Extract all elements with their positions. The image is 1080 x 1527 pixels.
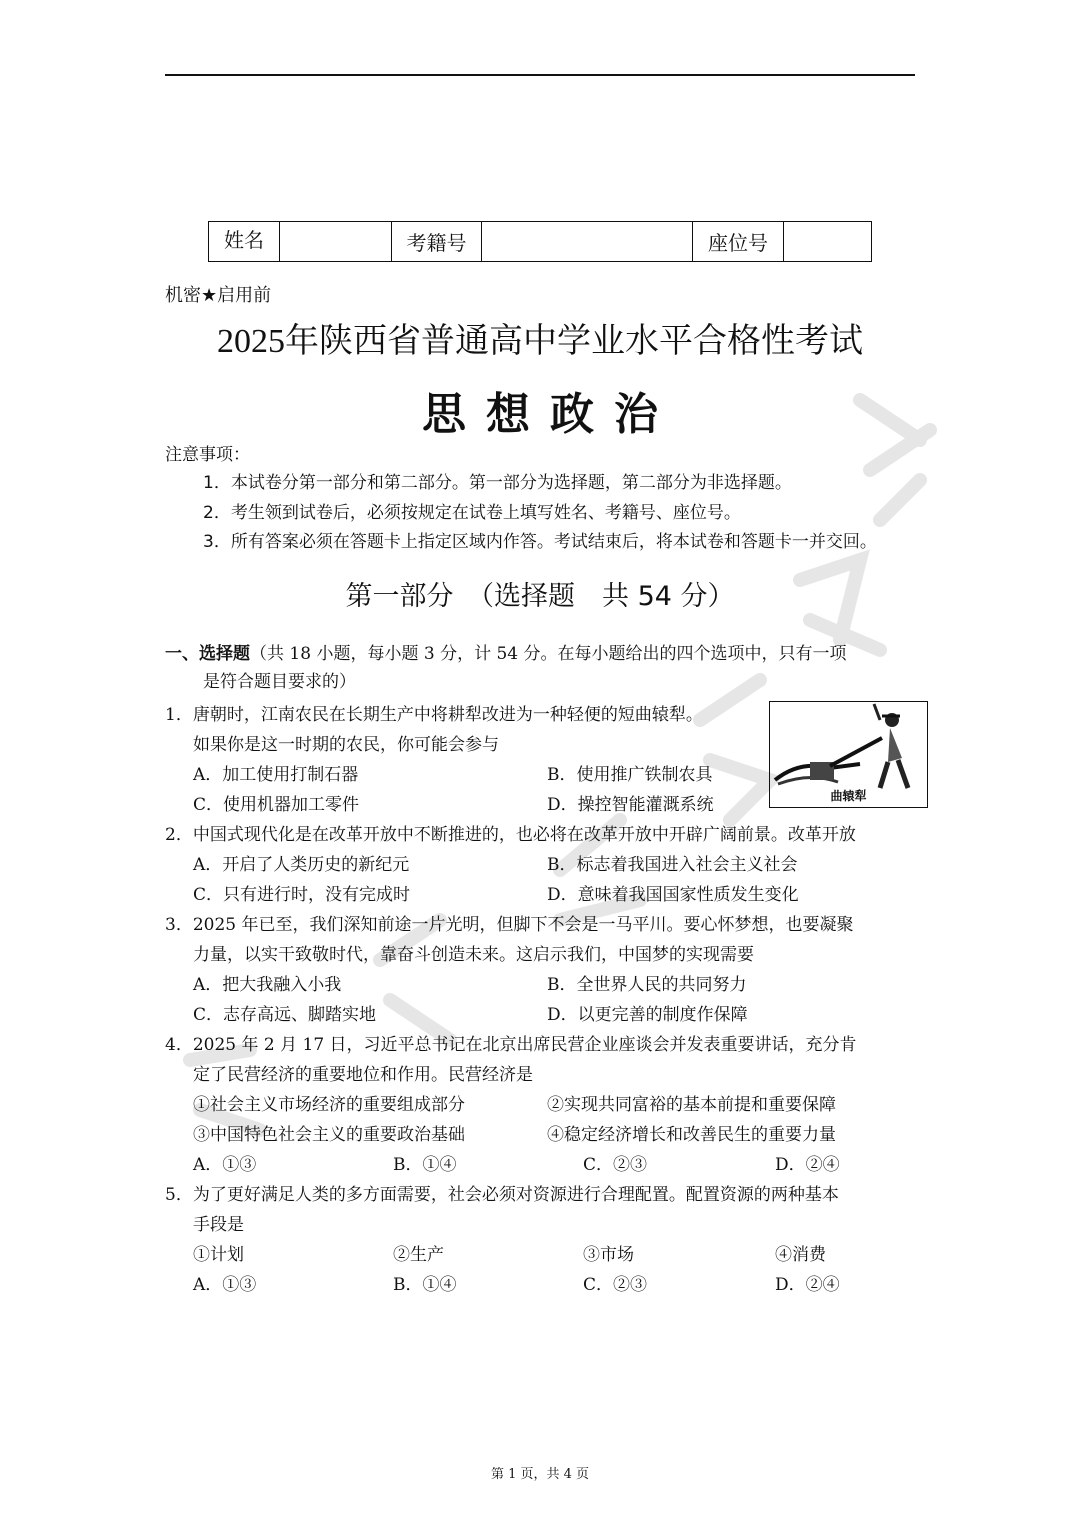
option: C．使用机器加工零件 [193,795,360,815]
page-footer: 第 1 页，共 4 页 [490,1467,590,1482]
section-label: 一、选择题 [165,644,250,664]
section-desc: （共 18 小题，每小题 3 分，计 54 分。在每小题给出的四个选项中，只有一项 [250,644,847,664]
option: C．②③ [583,1155,648,1175]
option: A．加工使用打制石器 [193,765,359,785]
question-stem: 如果你是这一时期的农民，你可能会参与 [193,735,499,755]
top-rule [165,74,915,76]
exam-id-label: 考籍号 [392,222,482,262]
exam-title: 2025年陕西省普通高中学业水平合格性考试 [217,323,863,360]
section-desc: 是符合题目要求的） [203,672,356,692]
option: A．开启了人类历史的新纪元 [193,855,410,875]
question-stem: 2．中国式现代化是在改革开放中不断推进的，也必将在改革开放中开辟广阔前景。改革开放 [165,825,856,845]
option: B．标志着我国进入社会主义社会 [547,855,798,875]
notice-item: 3．所有答案必须在答题卡上指定区域内作答。考试结束后，将本试卷和答题卡一并交回。 [203,532,877,552]
option: C．②③ [583,1275,648,1295]
statement: ②生产 [393,1245,444,1265]
option: B．①④ [393,1155,457,1175]
notice-heading: 注意事项： [165,445,250,465]
question-stem: 1．唐朝时，江南农民在长期生产中将耕犁改进为一种轻便的短曲辕犁。 [165,705,703,725]
exam-id-field[interactable] [482,222,693,262]
seat-label: 座位号 [693,222,784,262]
question-stem: 定了民营经济的重要地位和作用。民营经济是 [193,1065,533,1085]
statement: ④消费 [775,1245,826,1265]
statement: ①社会主义市场经济的重要组成部分 [193,1095,465,1115]
option: C．只有进行时，没有完成时 [193,885,411,905]
name-label: 姓名 [209,222,280,262]
notice-item: 2．考生领到试卷后，必须按规定在试卷上填写姓名、考籍号、座位号。 [203,503,741,523]
plough-figure [769,701,928,808]
option: D．以更完善的制度作保障 [547,1005,748,1025]
candidate-info-table [208,221,872,262]
option: B．①④ [393,1275,457,1295]
question-stem: 4．2025 年 2 月 17 日，习近平总书记在北京出席民营企业座谈会并发表重要讲话，充分肯 [165,1035,857,1055]
statement: ①计划 [193,1245,244,1265]
notice-item: 1．本试卷分第一部分和第二部分。第一部分为选择题，第二部分为非选择题。 [203,473,792,493]
option: D．②④ [775,1275,840,1295]
option: B．使用推广铁制农具 [547,765,713,785]
option: D．操控智能灌溉系统 [547,795,714,815]
option: A．把大我融入小我 [193,975,342,995]
confidential-label: 机密★启用前 [165,285,272,306]
option: A．①③ [193,1275,257,1295]
subject-title: 思想政治 [422,389,678,440]
part-title: 第一部分 （选择题 共 54 分） [345,581,735,612]
seat-field[interactable] [784,222,872,262]
statement: ③市场 [583,1245,634,1265]
statement: ③中国特色社会主义的重要政治基础 [193,1125,465,1145]
name-field[interactable] [280,222,392,262]
option: D．意味着我国国家性质发生变化 [547,885,799,905]
question-stem: 力量，以实干致敬时代，靠奋斗创造未来。这启示我们，中国梦的实现需要 [193,945,754,965]
option: C．志存高远、脚踏实地 [193,1005,377,1025]
question-stem: 3．2025 年已至，我们深知前途一片光明，但脚下不会是一马平川。要心怀梦想，也要凝聚 [165,915,854,935]
statement: ②实现共同富裕的基本前提和重要保障 [547,1095,836,1115]
option: D．②④ [775,1155,840,1175]
option: B．全世界人民的共同努力 [547,975,747,995]
question-stem: 5．为了更好满足人类的多方面需要，社会必须对资源进行合理配置。配置资源的两种基本 [165,1185,839,1205]
option: A．①③ [193,1155,257,1175]
statement: ④稳定经济增长和改善民生的重要力量 [547,1125,836,1145]
section-heading [165,640,917,696]
figure-caption: 曲辕犁 [830,789,867,803]
question-stem: 手段是 [193,1215,244,1235]
